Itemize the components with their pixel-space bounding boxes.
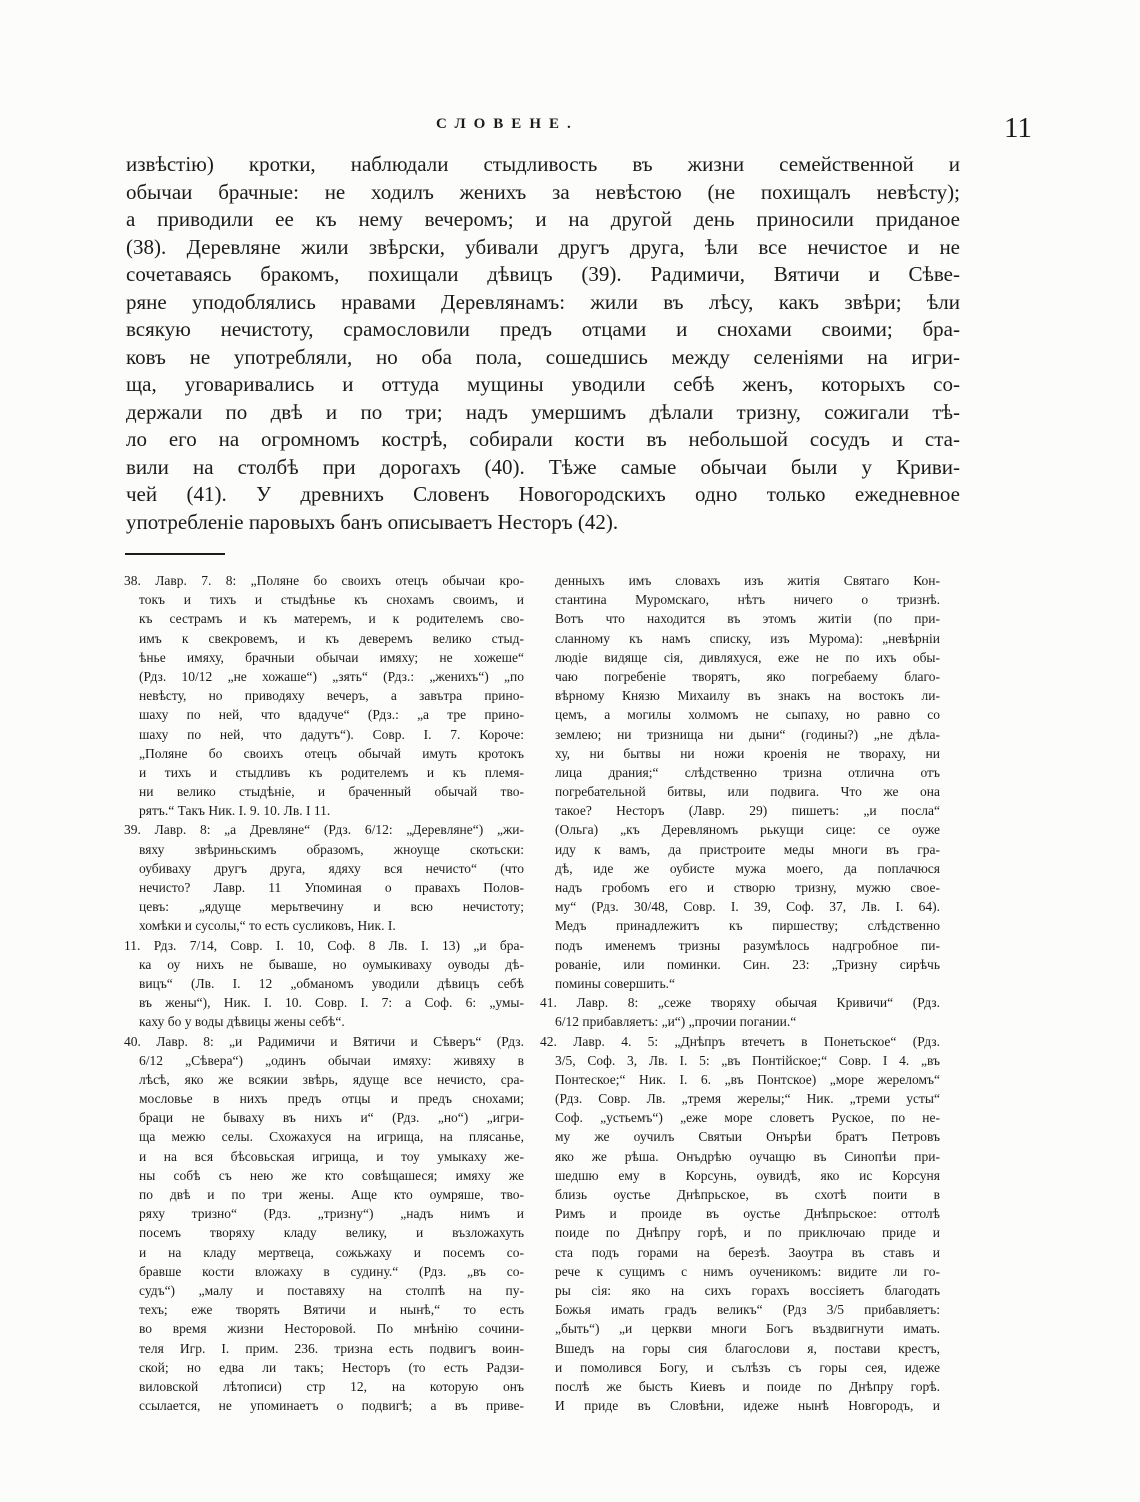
footnote-line: шаху по ней, что вдадуче“ (Рдз.: „а тре прино- — [139, 707, 524, 723]
main-text-line: извѣстію) кротки, наблюдали стыдливость въ жизни семейственной и — [126, 152, 960, 176]
footnote-line: браци не бываху въ нихъ и“ (Рдз. „но“) „игри- — [139, 1110, 524, 1126]
footnote-line: 11. Рдз. 7/14, Совр. I. 10, Соф. 8 Лв. I. 13) „и бра- — [124, 937, 524, 953]
footnote-line: и тихъ и стыдливъ къ родителемъ и къ племя- — [139, 764, 524, 780]
footnote-line: шедшю ему в Корсунь, оувидѣ, яко ис Корсуня — [555, 1167, 940, 1183]
main-text-line: обычаи брачные: не ходилъ женихъ за невѣстою (не похищалъ невѣсту); — [126, 179, 960, 204]
footnotes-left-column — [124, 571, 524, 1415]
page-number: 11 — [1004, 112, 1032, 144]
footnote-line: техъ; еже творять Вятичи и нынѣ,“ то есть — [139, 1302, 524, 1318]
footnote-line: послѣ же бысть Киевъ и поиде по Днѣпру горѣ. — [555, 1378, 940, 1394]
footnote-line: цевъ: „ядуще мерьтвечину и всю нечистоту; — [139, 899, 524, 915]
main-text-line: (38). Деревляне жили звѣрски, убивали другъ друга, ѣли все нечистое и не — [126, 234, 960, 259]
footnote-line: „Поляне бо своихъ отецъ обычай имуть кротокъ — [139, 745, 524, 761]
footnote-line: 39. Лавр. 8: „а Древляне“ (Рдз. 6/12: „Деревляне“) „жи- — [124, 822, 524, 838]
main-text-line: ряне уподоблялись нравами Деревлянамъ: жили въ лѣсу, какъ звѣри; ѣли — [126, 289, 960, 314]
main-text-line: сочетаваясь бракомъ, похищали дѣвицъ (39). Радимичи, Вятичи и Сѣве- — [126, 262, 960, 286]
footnote-line: ща межю селы. Схожахуся на игрища, на плясанье, — [139, 1129, 524, 1145]
footnote-line: ка оу нихъ не бываше, но оумыкиваху оуводы дѣ- — [139, 956, 524, 972]
main-text-line: чей (41). У древнихъ Словенъ Новогородскихъ одно только ежедневное — [126, 482, 960, 506]
footnote-line: Вшедъ на горы сия благослови я, постави крестъ, — [555, 1340, 940, 1356]
footnote-line: 40. Лавр. 8: „и Радимичи и Вятичи и Сѣверъ“ (Рдз. — [124, 1033, 524, 1049]
footnote-line: оубиваху другъ друга, ядяху вся нечисто“ (что — [139, 860, 524, 876]
footnote-line: мословье в нихъ предъ отцы и предъ снохами; — [139, 1091, 524, 1107]
footnote-line: сланному къ намъ списку, изъ Мурома): „невѣрніи — [555, 630, 940, 646]
footnote-line: поиде по Днѣпру горѣ, и по приключаю приде и — [555, 1225, 940, 1241]
footnote-line: близь оустье Днѣпрьское, въ схотѣ поити в — [555, 1187, 940, 1202]
footnote-line: ны собѣ съ нею же кто совѣщашеся; имяху же — [139, 1167, 524, 1183]
main-text — [126, 151, 960, 536]
footnote-line: цемъ, а могилы холмомъ не сыпаху, но равно со — [555, 707, 940, 723]
footnote-line: Божья имать градъ великъ“ (Рдз 3/5 прибавляетъ: — [555, 1302, 940, 1318]
footnote-line: имъ к свекровемъ, и къ деверемъ велико стыд- — [139, 630, 524, 646]
footnote-line: землею; ни тризнища ни дыни“ (годины?) „не дѣла- — [555, 726, 940, 742]
footnote-line: иду к вамъ, да пристроите меды многи въ гра- — [555, 841, 940, 857]
footnote-line: Вотъ что находится въ этомъ житіи (по при- — [555, 611, 940, 627]
footnote-line: ни велико стыдѣніе, и браченный обычай тво- — [139, 784, 524, 800]
footnote-line: Понтеское;“ Ник. I. 6. „въ Понтское) „море жереломъ“ — [555, 1071, 940, 1087]
footnotes-right-column — [540, 571, 940, 1415]
footnote-line: 6/12 „Сѣвера“) „одинъ обычаи имяху: живяху в — [139, 1052, 524, 1068]
main-text-line: вили на столбѣ при дорогахъ (40). Тѣже самые обычаи были у Криви- — [126, 454, 960, 479]
footnote-line: и на вся бѣсовьская игрища, и тоу умыкаху же- — [139, 1148, 524, 1164]
footnote-line: бравше кости вложаху в судину.“ (Рдз. „въ со- — [139, 1263, 524, 1279]
footnote-line: шаху по ней, что дадутъ“). Совр. I. 7. Короче: — [139, 726, 524, 742]
footnote-line: людіе видяще сія, дивляхуся, еже не по ихъ обы- — [555, 649, 940, 665]
footnote-line: невѣсту, но приводяху вечеръ, а завътра прино- — [139, 688, 524, 704]
footnote-line: хомѣки и сусолы,“ то есть сусликовъ, Ник. I. — [139, 918, 396, 934]
footnote-line: И приде въ Словѣни, идеже нынѣ Новгородъ, и — [555, 1398, 940, 1414]
footnote-line: (Рдз. Совр. Лв. „тремя жерелы;“ Ник. „треми усты“ — [555, 1091, 940, 1107]
footnote-line: ста подъ горами на березѣ. Заоутра въ ставъ и — [555, 1244, 940, 1260]
footnote-line: лица драния;“ слѣдственно тризна отлична отъ — [555, 764, 940, 780]
footnote-line: (Ольга) „къ Деревляномъ рькущи сице: се оуже — [555, 822, 940, 838]
footnote-separator — [125, 553, 225, 555]
footnote-line: 42. Лавр. 4. 5: „Днѣпръ втечетъ в Понетьское“ (Рдз. — [540, 1033, 940, 1049]
footnote-line: му же оучилъ Святыи Онърѣи братъ Петровъ — [555, 1129, 940, 1145]
footnote-line: рованіе, или поминки. Син. 23: „Тризну сирѣчь — [555, 956, 940, 972]
footnote-line: ху, ни бытвы ни ножи кроенія не твораху, ни — [555, 745, 940, 761]
footnote-line: ры сія: яко на сихъ горахъ воссіяетъ благодать — [555, 1282, 940, 1298]
main-text-line: а приводили ее къ нему вечеромъ; и на другой день приносили приданое — [126, 207, 960, 231]
main-text-line: ща, уговаривались и оттуда мущины уводили себѣ женъ, которыхъ со- — [126, 372, 960, 396]
footnote-line: виловской лѣтописи) стр 12, на которую онъ — [139, 1378, 524, 1394]
footnote-line: такое? Несторъ (Лавр. 29) пишетъ: „и посла“ — [555, 803, 940, 819]
footnote-line: ряху тризно“ (Рдз. „тризну“) „надъ нимъ и — [139, 1206, 524, 1222]
footnote-line: вяху звѣриньскимъ образомъ, жноуще скотьски: — [139, 841, 524, 857]
footnote-line: вѣрному Князю Михаилу въ знакъ на востокъ ли- — [555, 688, 940, 704]
main-text-line: ло его на огромномъ кострѣ, собирали кости въ небольшой сосудъ и ста- — [126, 427, 960, 451]
footnote-line: 38. Лавр. 7. 8: „Поляне бо своихъ отецъ обычаи кро- — [124, 573, 524, 588]
footnote-line: денныхъ имъ словахъ изъ житія Святаго Кон- — [555, 573, 940, 588]
footnote-line: подъ именемъ тризны разумѣлось надгробное пи- — [555, 937, 940, 953]
footnote-line: Римъ и проиде въ оустье Днѣпрьское: оттолѣ — [555, 1206, 940, 1222]
footnote-line: и помолився Богу, и сълѣзъ съ горы сея, идеже — [555, 1359, 940, 1375]
footnote-line: „быть“) „и церкви многи Богъ въздвигнути имать. — [555, 1321, 940, 1337]
footnote-line: му“ (Рдз. 30/48, Совр. I. 39, Соф. 37, Лв. I. 64). — [555, 899, 940, 915]
footnote-line: чаю погребеніе творятъ, яко погребаему благо- — [555, 668, 940, 684]
footnote-line: по двѣ и по три жены. Аще кто оумряше, тво- — [139, 1187, 524, 1202]
footnote-line: ской; но едва ли такъ; Несторъ (то есть Радзи- — [139, 1359, 524, 1375]
footnote-line: судъ“) „малу и поставяху на столпѣ на пу- — [139, 1282, 524, 1298]
footnote-line: рятъ.“ Такъ Ник. I. 9. 10. Лв. I 11. — [139, 803, 331, 819]
footnote-line: Соф. „устьемъ“) „еже море словетъ Руское, по не- — [555, 1110, 940, 1126]
footnote-line: 41. Лавр. 8: „сеже творяху обычая Кривичи“ (Рдз. — [540, 995, 940, 1011]
footnote-line: (Рдз. 10/12 „не хожаше“) „зять“ (Рдз.: „женихъ“) „по — [139, 668, 524, 684]
footnote-line: ѣнье имяху, брачныи обычаи имяху; не хожеше“ — [139, 649, 524, 665]
footnote-line: стантина Муромскаго, нѣтъ ничего о тризнѣ. — [555, 592, 940, 608]
main-text-line: держали по двѣ и по три; надъ умершимъ дѣлали тризну, сожигали тѣ- — [126, 399, 960, 424]
running-title: СЛОВЕНЕ. — [436, 116, 579, 132]
footnote-line: надъ гробомъ его и створю тризну, мужю свое- — [555, 880, 940, 895]
footnote-line: погребательной битвы, или подвига. Что же она — [555, 784, 940, 800]
footnote-line: и на кладу мертвеца, сожьжаху и посемъ со- — [139, 1244, 524, 1260]
footnote-line: теля Игр. I. прим. 236. тризна есть подвигъ воин- — [139, 1340, 524, 1356]
footnote-line: токъ и тихъ и стыдѣнье къ снохамъ своимъ, и — [139, 592, 524, 608]
footnote-line: лѣсѣ, яко же всякии звѣрь, ядуще все нечисто, сра- — [139, 1071, 524, 1087]
footnote-line: ссылается, не упоминаетъ о подвигѣ; а въ приве- — [139, 1398, 524, 1414]
footnote-line: каху бо у воды дѣвицы жены себѣ“. — [139, 1014, 345, 1030]
footnote-line: къ сестрамъ и къ матеремъ, и к родителемъ сво- — [139, 611, 524, 627]
footnote-line: Медъ принадлежитъ къ пиршеству; слѣдственно — [555, 918, 940, 934]
footnote-line: во время жизни Несторовой. По мнѣнію сочини- — [139, 1321, 524, 1337]
main-text-line: всякую нечистоту, срамословили предъ отцами и снохами своими; бра- — [126, 317, 960, 341]
footnote-line: дѣ, иде же оубисте мужа моего, да поплачюся — [555, 860, 940, 876]
footnote-line: яко же рѣша. Онъдрѣю оучащю въ Синопѣи при- — [555, 1148, 940, 1164]
footnote-line: 6/12 прибавляетъ: „и“) „прочии погании.“ — [555, 1014, 797, 1030]
footnote-line: нечисто? Лавр. 11 Упоминая о правахъ Полов- — [139, 880, 524, 895]
footnote-line: 3/5, Соф. 3, Лв. I. 5: „въ Понтійское;“ Совр. I 4. „въ — [555, 1052, 940, 1068]
main-text-line: ковъ не употребляли, но оба пола, сошедшись между селеніями на игри- — [126, 344, 960, 369]
footnote-line: посемъ творяху кладу велику, и възложахуть — [139, 1225, 524, 1241]
footnote-line: въ жены“), Ник. I. 10. Совр. I. 7: а Соф. 6: „умы- — [139, 995, 524, 1011]
footnote-line: помины совершить.“ — [555, 975, 675, 991]
main-text-line: употребленіе паровыхъ банъ описываетъ Несторъ (42). — [126, 509, 619, 534]
footnote-line: вицъ“ (Лв. I. 12 „обманомъ уводили дѣвицъ себѣ — [139, 975, 524, 991]
footnote-line: рече к сущимъ с нимъ оученикомъ: видите ли го- — [555, 1263, 940, 1279]
